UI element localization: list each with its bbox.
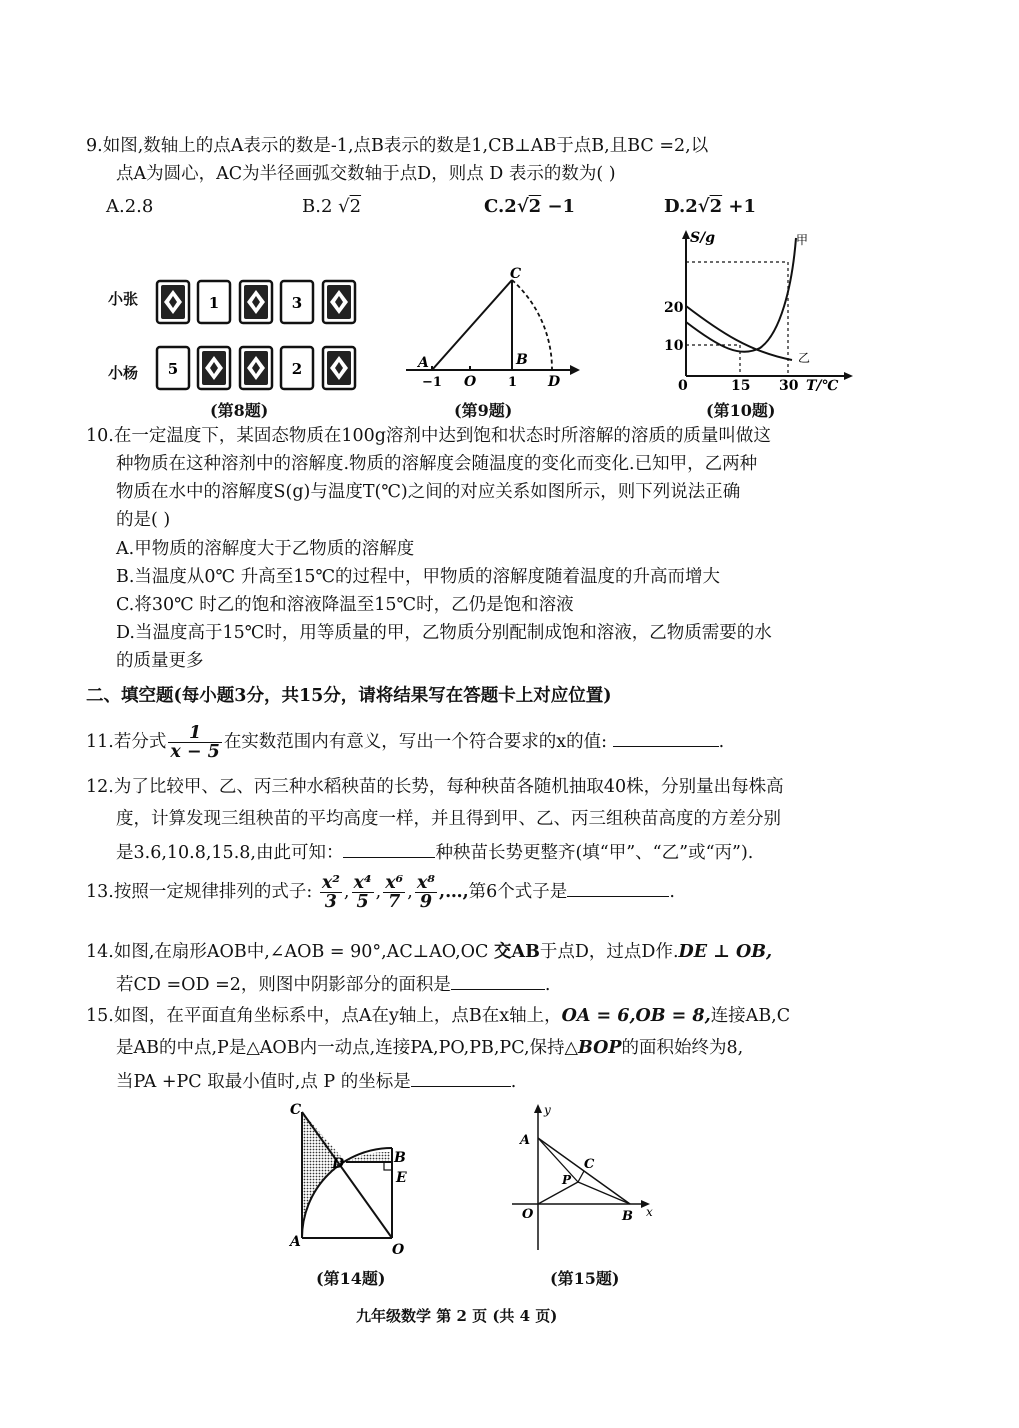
fig9-label-d: D bbox=[548, 374, 561, 390]
q14-line1-math: DE ⊥ OB, bbox=[678, 942, 773, 962]
q14-line1-mid: 于点D，过点D作. bbox=[539, 942, 679, 962]
fig15-label-c: C bbox=[584, 1157, 595, 1172]
fig9-label-a: A bbox=[418, 355, 429, 371]
fig8-row1-card-3 bbox=[281, 281, 313, 323]
q15-line3-pre: 当PA +PC 取最小值时,点 P 的坐标是 bbox=[116, 1072, 411, 1092]
fig15-line-pa bbox=[538, 1138, 578, 1182]
svg-text:1: 1 bbox=[208, 294, 220, 312]
q13-term-4 bbox=[415, 874, 437, 911]
q10-line3: 物质在水中的溶解度S(g)与温度T(℃)之间的对应关系如图所示，则下列说法正确 bbox=[116, 482, 741, 502]
q9-option-d-radicand: 2 bbox=[709, 196, 723, 217]
q15-line3 bbox=[116, 1068, 516, 1094]
fig8-row2-card-back-1 bbox=[198, 347, 230, 389]
q9-option-c-radicand: 2 bbox=[528, 196, 542, 217]
svg-text:5: 5 bbox=[167, 360, 179, 378]
fig9-label-c: C bbox=[510, 266, 522, 282]
fig9 bbox=[398, 262, 588, 420]
fig8-row2-card-back-2 bbox=[240, 347, 272, 389]
q14-line1-pre: 14.如图,在扇形AOB中,∠AOB = 90°,AC⊥AO,OC bbox=[86, 942, 489, 962]
q9-option-c: C.2√2 −1 bbox=[484, 196, 576, 217]
q12-line2: 度，计算发现三组秧苗的平均高度一样，并且得到甲、乙、丙三组秧苗高度的方差分别 bbox=[116, 809, 781, 829]
q15-line1-post: 连接AB,C bbox=[710, 1006, 791, 1026]
fig8-row1-card-back-1 bbox=[157, 281, 189, 323]
q10-line2: 种物质在这种溶剂中的溶解度.物质的溶解度会随温度的变化而变化.已知甲，乙两种 bbox=[116, 454, 758, 474]
fig9-label-neg1: −1 bbox=[422, 375, 442, 390]
fig9-label-one: 1 bbox=[508, 375, 518, 390]
q13-term-2 bbox=[352, 874, 374, 911]
fig15-label-b: B bbox=[622, 1209, 633, 1224]
fig14-diagram bbox=[288, 1100, 428, 1260]
q12-line3-post: 种秧苗长势更整齐(填“甲”、“乙”或“丙”). bbox=[435, 843, 754, 863]
q12-answer-blank[interactable] bbox=[343, 839, 435, 858]
q13-term-1 bbox=[320, 874, 342, 911]
fig8-row1-label: 小张 bbox=[108, 290, 139, 308]
q9-option-a: A.2.8 bbox=[106, 196, 154, 217]
fig9-arrow bbox=[570, 365, 580, 375]
q9-option-b: B.2 √2 bbox=[302, 196, 362, 217]
fig8-row2-card-5 bbox=[157, 347, 189, 389]
fig10-y-tick-10: 10 bbox=[664, 338, 684, 354]
fig14-label-o: O bbox=[392, 1242, 405, 1258]
fig9-label-o: O bbox=[464, 374, 477, 390]
fig10-x-tick-30: 30 bbox=[779, 378, 799, 394]
q15-answer-blank[interactable] bbox=[411, 1068, 511, 1087]
fig15-label-o: O bbox=[522, 1207, 534, 1222]
q9-option-d-post: +1 bbox=[728, 196, 757, 217]
q11-post: 在实数范围内有意义，写出一个符合要求的x的值: bbox=[223, 732, 608, 752]
fig9-diagram bbox=[398, 262, 588, 392]
q15-line2-post: 的面积始终为8, bbox=[621, 1038, 744, 1058]
q11 bbox=[86, 722, 724, 762]
fig14-label-a: A bbox=[290, 1234, 301, 1250]
q15-line2-pre: 是AB的中点,P是△AOB内一动点,连接PA,PO,PB,PC,保持 bbox=[116, 1038, 565, 1058]
q14-arc-ab: 交AB bbox=[494, 942, 540, 962]
fig15-caption: (第15题) bbox=[550, 1269, 620, 1288]
fig15-diagram bbox=[506, 1100, 666, 1260]
q14-line2 bbox=[116, 971, 550, 997]
q13-term-4-num: x⁸ bbox=[416, 873, 435, 893]
fig15-label-x: x bbox=[646, 1205, 653, 1219]
q14-answer-blank[interactable] bbox=[451, 971, 545, 990]
svg-text:3: 3 bbox=[291, 294, 303, 312]
q13-end: . bbox=[669, 882, 675, 902]
fig8-row2-card-back-3 bbox=[323, 347, 355, 389]
fig8-caption: (第8题) bbox=[210, 401, 269, 420]
q11-frac-den: x − 5 bbox=[170, 742, 220, 762]
q12-line3 bbox=[116, 839, 753, 865]
fig14-shaded-left bbox=[302, 1112, 346, 1238]
fig14-label-d: D bbox=[332, 1156, 345, 1172]
fig8-row1-card-back-3 bbox=[323, 281, 355, 323]
fig15 bbox=[506, 1100, 666, 1292]
q9-option-c-post: −1 bbox=[547, 196, 576, 217]
fig14 bbox=[288, 1100, 428, 1292]
fig8-row2-card-2 bbox=[281, 347, 313, 389]
q11-pre: 11.若分式 bbox=[86, 732, 167, 752]
fig9-caption: (第9题) bbox=[454, 401, 513, 420]
q9-option-d-pre: D.2 bbox=[664, 196, 698, 217]
fig8-row2-label: 小杨 bbox=[108, 364, 139, 382]
q9-option-b-radicand: 2 bbox=[349, 196, 362, 217]
q13-term-1-num: x² bbox=[321, 873, 340, 893]
fig9-label-b: B bbox=[516, 352, 528, 368]
fig10-chart bbox=[660, 228, 860, 394]
fig10-y-label: S/g bbox=[690, 230, 716, 246]
q10-line1: 10.在一定温度下，某固态物质在100g溶剂中达到饱和状态时所溶解的溶质的质量叫做这 bbox=[86, 426, 771, 446]
fig14-caption: (第14题) bbox=[316, 1269, 386, 1288]
fig14-label-b: B bbox=[394, 1150, 406, 1166]
q9-line1: 9.如图,数轴上的点A表示的数是-1,点B表示的数是1,CB⊥AB于点B,且BC =2,以 bbox=[86, 136, 709, 156]
fig15-label-y: y bbox=[544, 1103, 551, 1117]
fig10-series-jia: 甲 bbox=[796, 233, 809, 247]
q13-pre: 13.按照一定规律排列的式子: bbox=[86, 882, 313, 902]
page-footer: 九年级数学 第 2 页 (共 4 页) bbox=[356, 1307, 558, 1325]
fig15-label-a: A bbox=[520, 1133, 531, 1148]
q15-line3-end: . bbox=[510, 1072, 517, 1092]
q13-post: 第6个式子是 bbox=[468, 882, 568, 902]
q13-term-2-num: x⁴ bbox=[353, 873, 372, 893]
q13-term-2-den: 5 bbox=[356, 892, 369, 912]
q12-line1: 12.为了比较甲、乙、丙三种水稻秧苗的长势，每种秧苗各随机抽取40株，分别量出每株高 bbox=[86, 777, 784, 797]
q13-term-4-den: 9 bbox=[419, 892, 433, 912]
q12-line3-pre: 是3.6,10.8,15.8,由此可知： bbox=[116, 843, 344, 863]
fig8-row1-card-1 bbox=[198, 281, 230, 323]
q9-option-c-pre: C.2 bbox=[484, 196, 517, 217]
q9-line2: 点A为圆心，AC为半径画弧交数轴于点D，则点 D 表示的数为( ) bbox=[116, 164, 616, 184]
q15-line2-math: △BOP bbox=[564, 1038, 622, 1058]
fig8-row1-card-back-2 bbox=[240, 281, 272, 323]
fig10 bbox=[660, 228, 860, 422]
fig10-x-label: T/℃ bbox=[806, 378, 839, 394]
fig10-x-tick-15: 15 bbox=[731, 378, 751, 394]
fig10-caption: (第10题) bbox=[706, 401, 776, 420]
q13-term-3-den: 7 bbox=[388, 892, 401, 912]
q10-option-d-line2: 的质量更多 bbox=[116, 651, 204, 671]
fig9-segment-ac bbox=[432, 280, 512, 370]
q15-line1-math: OA = 6,OB = 8, bbox=[561, 1006, 711, 1026]
fig10-series-yi: 乙 bbox=[798, 351, 811, 365]
fig15-label-p: P bbox=[562, 1173, 572, 1187]
fig14-label-e: E bbox=[396, 1170, 407, 1186]
q14-line2-pre: 若CD =OD =2，则图中阴影部分的面积是 bbox=[116, 975, 451, 995]
fig10-curve-jia bbox=[686, 238, 796, 352]
q13-term-3-num: x⁶ bbox=[385, 873, 404, 893]
fig10-y-tick-20: 20 bbox=[664, 300, 684, 316]
q13: 13.按照一定规律排列的式子: $\frac{\text{x²}}{3}$ , $\frac{\text{x⁴}}{5}$ , $\frac{\text{x⁶}}{7}$ , $\frac{\text{x⁸}}{9}$ ,…,第6个式子是 . bbox=[86, 873, 675, 912]
q11-answer-blank[interactable] bbox=[613, 728, 719, 747]
q13-term-3 bbox=[383, 874, 405, 911]
q11-fraction bbox=[168, 724, 221, 761]
q13-term-1-den: 3 bbox=[324, 892, 337, 912]
q10-option-c: C.将30℃ 时乙的饱和溶液降温至15℃时，乙仍是饱和溶液 bbox=[116, 595, 574, 615]
fig15-line-pc bbox=[578, 1171, 584, 1182]
q14-line2-end: . bbox=[544, 975, 551, 995]
q15-line1 bbox=[86, 1004, 790, 1028]
q10-line4: 的是( ) bbox=[116, 510, 171, 530]
fig14-label-c: C bbox=[290, 1102, 302, 1118]
q15-line2 bbox=[116, 1036, 743, 1060]
fig8 bbox=[100, 270, 380, 420]
q15-line1-pre: 15.如图，在平面直角坐标系中，点A在y轴上，点B在x轴上， bbox=[86, 1006, 562, 1026]
q13-answer-blank[interactable] bbox=[567, 878, 669, 897]
fig15-line-po bbox=[538, 1182, 578, 1204]
section2-title: 二、填空题(每小题3分，共15分，请将结果写在答题卡上对应位置) bbox=[86, 686, 612, 706]
q9-option-b-text: B.2 bbox=[302, 196, 333, 217]
q13-dots: ,…, bbox=[438, 882, 469, 902]
q14-line1 bbox=[86, 940, 772, 964]
q10-option-a: A.甲物质的溶解度大于乙物质的溶解度 bbox=[116, 539, 415, 559]
q11-frac-num: 1 bbox=[168, 724, 221, 743]
fig10-origin: 0 bbox=[678, 378, 688, 394]
q11-end: . bbox=[718, 732, 725, 752]
q10-option-b: B.当温度从0℃ 升高至15℃的过程中，甲物质的溶解度随着温度的升高而增大 bbox=[116, 567, 721, 587]
q9-option-d: D.2√2 +1 bbox=[664, 196, 757, 217]
q10-option-d-line1: D.当温度高于15℃时，用等质量的甲，乙物质分别配制成饱和溶液，乙物质需要的水 bbox=[116, 623, 772, 643]
svg-text:2: 2 bbox=[291, 360, 303, 378]
